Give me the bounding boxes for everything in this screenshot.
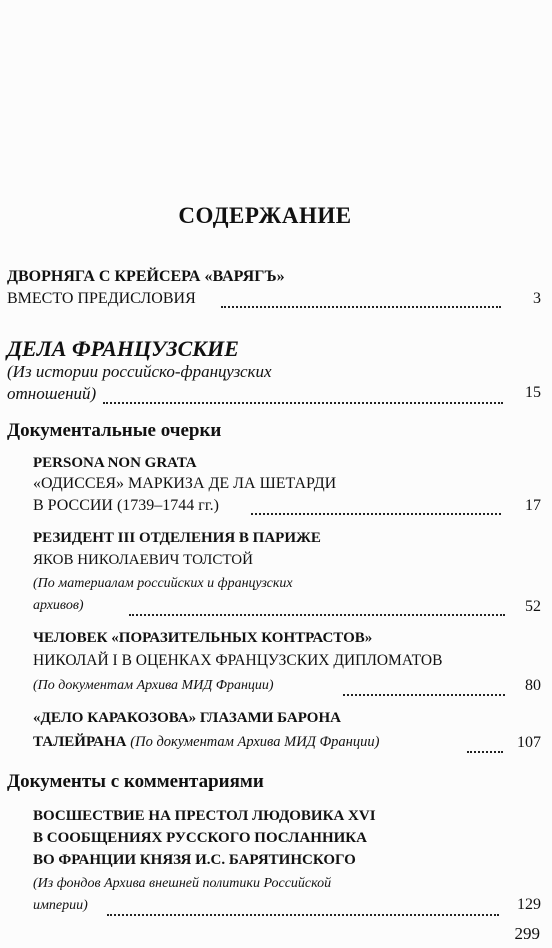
entry-subtitle-cont: В РОССИИ (1739–1744 гг.) [33,497,219,514]
toc-heading: СОДЕРЖАНИЕ [178,203,352,228]
dot-leader [107,914,499,916]
page-ref: 52 [525,598,541,615]
page-ref: 15 [525,384,541,401]
entry-note-cont: империи) [33,898,88,913]
entry-title: ДЕЛА ФРАНЦУЗСКИЕ [7,336,239,361]
entry-note: (По документам Архива МИД Франции) [33,678,274,693]
dot-leader [251,513,501,515]
page-number: 299 [514,924,540,943]
entry-subtitle: (Из истории российско-французских [7,362,272,381]
entry-title: PERSONA NON GRATA [33,455,197,471]
page-ref: 129 [517,896,541,913]
entry-note-cont: архивов) [33,598,84,613]
entry-note: (По материалам российских и французских [33,576,293,591]
entry-title: ЧЕЛОВЕК «ПОРАЗИТЕЛЬНЫХ КОНТРАСТОВ» [33,630,373,646]
entry-note: (По документам Архива МИД Франции) [130,734,380,750]
entry-subtitle: НИКОЛАЙ I В ОЦЕНКАХ ФРАНЦУЗСКИХ ДИПЛОМАТОВ [33,652,443,669]
entry-title: «ДЕЛО КАРАКОЗОВА» ГЛАЗАМИ БАРОНА [33,710,341,726]
page-ref: 80 [525,677,541,694]
dot-leader [129,614,505,616]
entry-title: РЕЗИДЕНТ III ОТДЕЛЕНИЯ В ПАРИЖЕ [33,530,321,546]
dot-leader [221,306,501,308]
entry-subtitle: ВМЕСТО ПРЕДИСЛОВИЯ [7,290,196,307]
page-ref: 17 [525,497,541,514]
page-ref: 3 [533,290,541,307]
entry-subtitle: «ОДИССЕЯ» МАРКИЗА ДЕ ЛА ШЕТАРДИ [33,475,337,492]
section-heading-essays: Документальные очерки [7,420,222,441]
section-heading-documents: Документы с комментариями [7,771,264,792]
entry-title-cont2: ВО ФРАНЦИИ КНЯЗЯ И.С. БАРЯТИНСКОГО [33,852,356,868]
entry-title: ДВОРНЯГА С КРЕЙСЕРА «ВАРЯГЪ» [7,268,285,285]
page-ref: 107 [517,734,541,751]
entry-note: (Из фондов Архива внешней политики Российской [33,876,332,891]
entry-title: ВОСШЕСТВИЕ НА ПРЕСТОЛ ЛЮДОВИКА XVI [33,808,376,824]
entry-subtitle: ЯКОВ НИКОЛАЕВИЧ ТОЛСТОЙ [33,552,253,568]
dot-leader [103,402,503,404]
entry-title-cont: В СООБЩЕНИЯХ РУССКОГО ПОСЛАННИКА [33,830,367,846]
entry-title-cont: ТАЛЕЙРАНА [33,734,127,750]
entry-subtitle-cont: отношений) [7,384,97,403]
